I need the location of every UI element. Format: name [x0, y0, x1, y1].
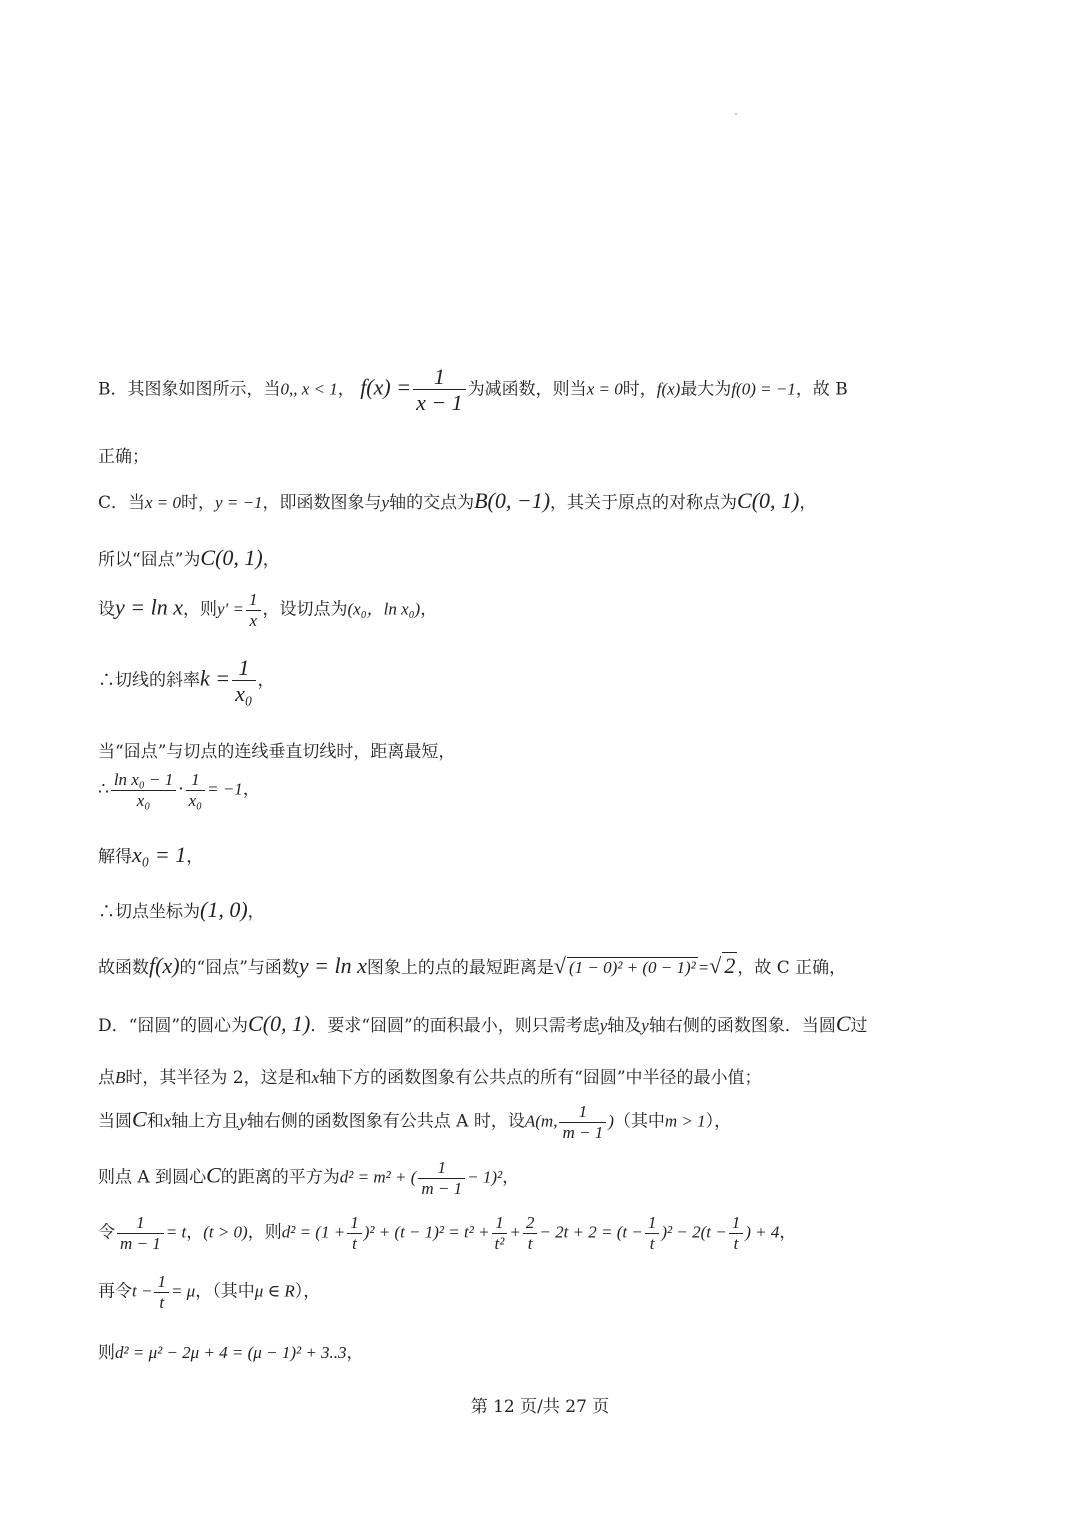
text-line-c1: C．当x = 0时，y = −1，即函数图象与y轴的交点为B(0, −1)，其关于原点的对称点为C(0, 1)，: [98, 488, 817, 513]
fraction: $\frac{2}{t}$: [523, 1213, 538, 1253]
text-line-c4: ∴切线的斜率k = $\frac{1}{\text{x₀}}$ ，: [98, 655, 275, 707]
page-number: 第 12 页/共 27 页: [470, 1397, 610, 1417]
fraction: $\frac{1}{m - 1}$: [559, 1102, 606, 1142]
fraction: $\frac{1}{t}$: [645, 1213, 660, 1253]
fraction: $\frac{1}{m - 1}$: [418, 1158, 465, 1198]
text-line-b2: 正确；: [98, 447, 149, 467]
text-line-c2: 所以“囧点”为C(0, 1)，: [98, 545, 280, 570]
text-line-b1: B．其图象如图所示，当0,, x < 1， f(x) = $\frac{1}{x - 1}$ 为减函数，则当x = 0时，f(x)最大为f(0) = −1，故 B: [98, 364, 848, 416]
text-line-c5: 当“囧点”与切点的连线垂直切线时，距离最短，: [98, 742, 456, 762]
text-line-d3: 当圆C和x轴上方且y轴右侧的函数图象有公共点 A 时，设A(m, $\frac{1}{m - 1}$ )（其中m > 1），: [98, 1102, 732, 1142]
text-line-d1: D．“囧圆”的圆心为C(0, 1)．要求“囧圆”的面积最小，则只需考虑y轴及y轴右侧的函数图象．当圆C过: [98, 1011, 868, 1036]
text-line-c6: ∴ $\frac{\text{ln x₀ − 1}}{\text{x₀}}$ · $\frac{1}{\text{x₀}}$ = −1，: [98, 770, 260, 810]
text-line-d5: 令 $\frac{1}{m - 1}$ = t，(t > 0)，则d² = (1 + $\frac{1}{t}$ )² + (t − 1)² = t² + $\frac{1}{\text{t²}}$ + $\frac{2}{t}$ − 2t + 2 = (t − $\frac{1}{t}$ )² − 2(t − $\frac{1}{t}$ ) + 4，: [98, 1213, 797, 1253]
text-line-d6: 再令t − $\frac{1}{t}$ = μ，（其中μ ∈ R），: [98, 1272, 321, 1312]
fraction: $\frac{1}{\text{x₀}}$: [232, 655, 255, 707]
fraction: $\frac{1}{x}$: [246, 590, 261, 630]
text-line-c7: 解得x₀ = 1，: [98, 842, 204, 867]
scan-speck: [735, 113, 737, 115]
text-line-d2: 点B时，其半径为 2，这是和x轴下方的函数图象有公共点的所有“囧圆”中半径的最小值；: [98, 1068, 762, 1088]
text-line-d4: 则点 A 到圆心C的距离的平方为d² = m² + ( $\frac{1}{m - 1}$ − 1)²，: [98, 1158, 520, 1198]
fraction: $\frac{1}{\text{x₀}}$: [186, 770, 205, 810]
fraction: $\frac{1}{t}$: [729, 1213, 744, 1253]
fraction: $\frac{\text{ln x₀ − 1}}{\text{x₀}}$: [111, 770, 176, 810]
text-line-d7: 则d² = μ² − 2μ + 4 = (μ − 1)² + 3..3，: [98, 1343, 364, 1363]
fraction: $\frac{1}{t}$: [347, 1213, 362, 1253]
fraction: $\frac{1}{t}$: [154, 1272, 169, 1312]
fraction: $\frac{1}{x - 1}$: [413, 364, 466, 416]
text-line-c9: 故函数f(x)的“囧点”与函数y = ln x图象上的点的最短距离是√ (1 − 0)² + (0 − 1)² =√ 2 ，故 C 正确，: [98, 953, 847, 978]
fraction: $\frac{1}{\text{t²}}$: [492, 1213, 508, 1253]
text-line-c3: 设y = ln x，则y′ = $\frac{1}{x}$ ，设切点为(x₀，ln x₀)，: [98, 590, 438, 630]
text-line-c8: ∴切点坐标为(1, 0)，: [98, 897, 265, 922]
fraction: $\frac{1}{m - 1}$: [117, 1213, 164, 1253]
